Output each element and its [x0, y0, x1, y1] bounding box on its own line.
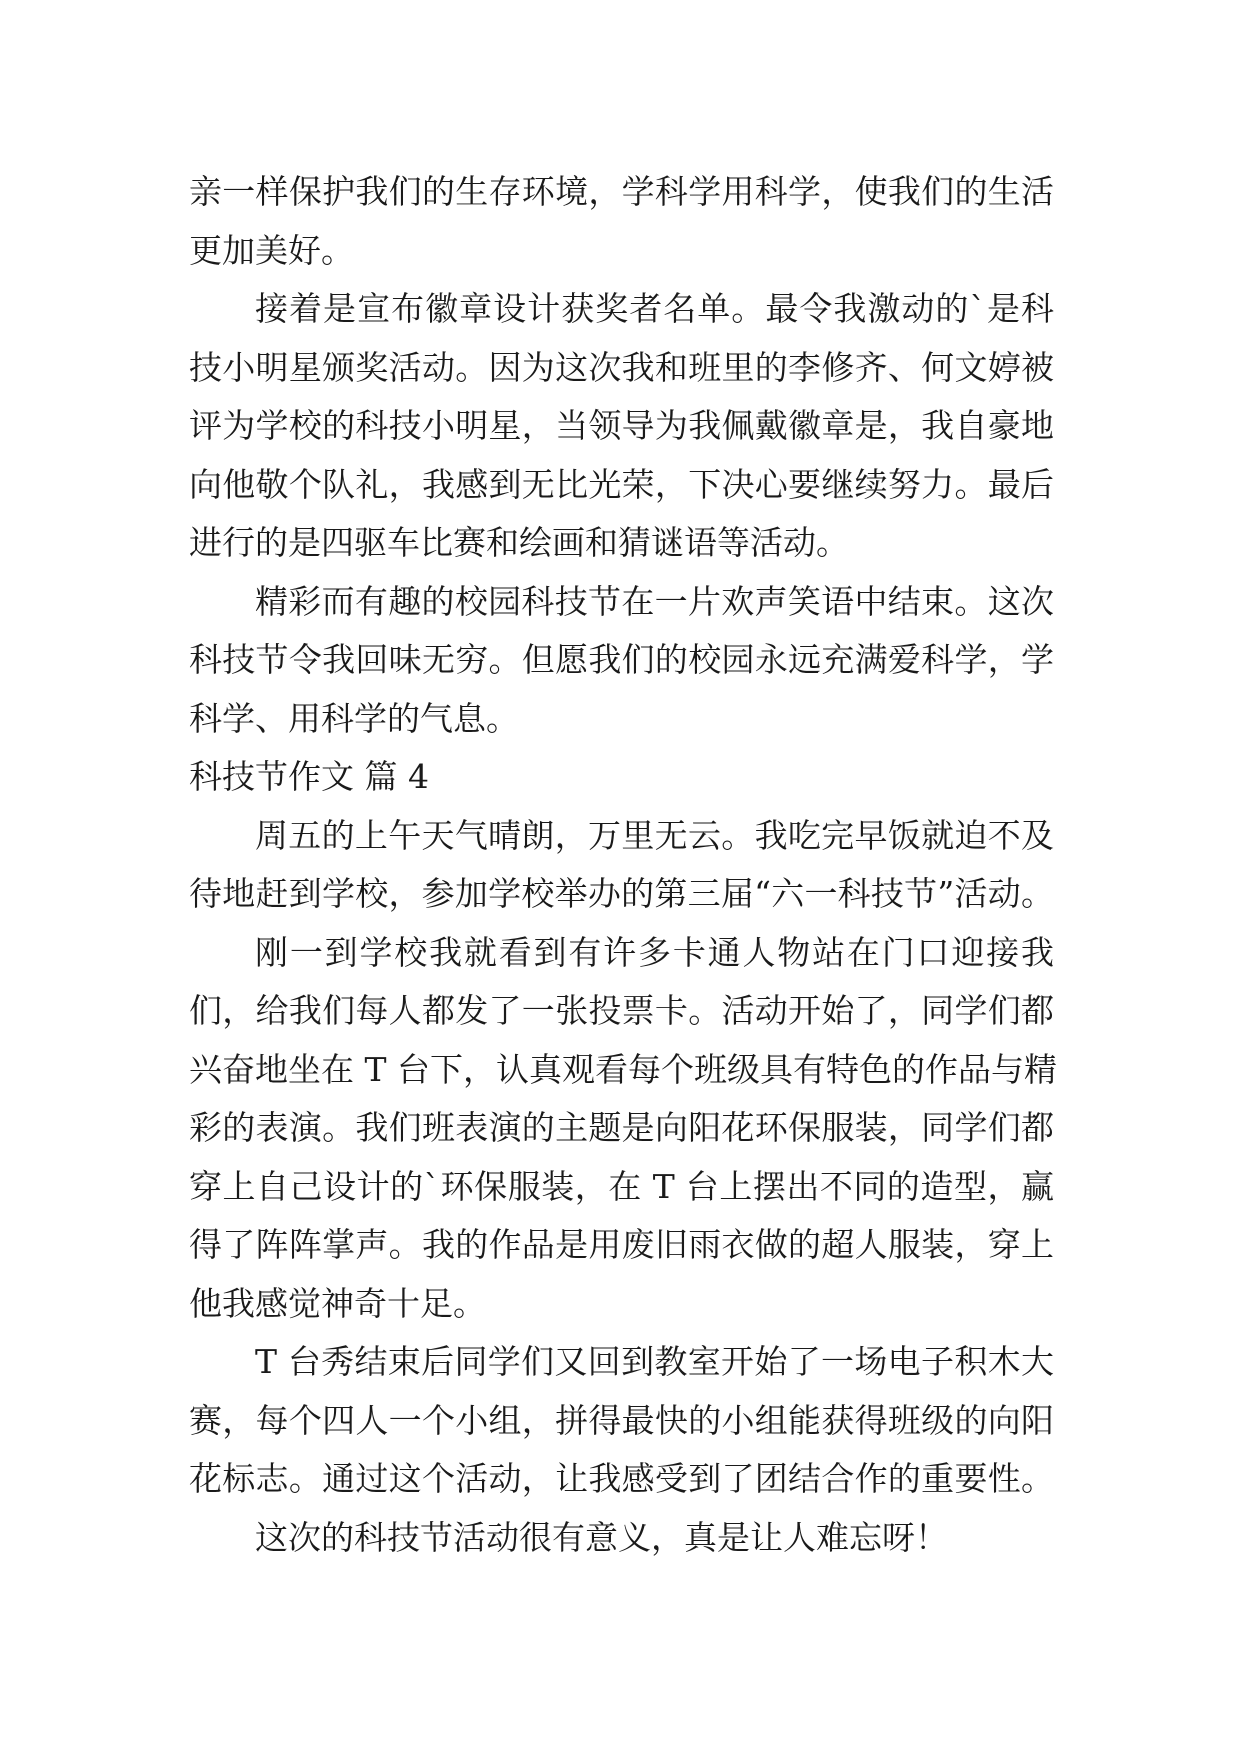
text-line: 得了阵阵掌声。我的作品是用废旧雨衣做的超人服装，穿上 — [189, 1225, 1054, 1264]
text-line: 评为学校的科技小明星，当领导为我佩戴徽章是，我自豪地 — [189, 406, 1054, 445]
article-body — [189, 163, 1069, 1567]
text-line: 待地赶到学校，参加学校举办的第三届“六一科技节”活动。 — [189, 874, 1054, 913]
text-line: 技小明星颁奖活动。因为这次我和班里的李修齐、何文婷被 — [189, 347, 1054, 387]
text-line: 更加美好。 — [189, 230, 354, 270]
text-line: 赛，每个四人一个小组，拼得最快的小组能获得班级的向阳 — [189, 1400, 1054, 1440]
text-line: 科学、用科学的气息。 — [189, 698, 519, 738]
paragraph-start-line: 这次的科技节活动很有意义，真是让人难忘呀！ — [255, 1517, 948, 1557]
paragraph-start-line: T 台秀结束后同学们又回到教室开始了一场电子积木大 — [255, 1342, 1054, 1381]
text-line: 他我感觉神奇十足。 — [189, 1283, 486, 1323]
text-line: 们，给我们每人都发了一张投票卡。活动开始了，同学们都 — [189, 991, 1054, 1030]
text-line: 花标志。通过这个活动，让我感受到了团结合作的重要性。 — [189, 1459, 1054, 1498]
paragraph-start-line: 刚一到学校我就看到有许多卡通人物站在门口迎接我 — [255, 932, 1054, 972]
text-line: 兴奋地坐在 T 台下，认真观看每个班级具有特色的作品与精 — [189, 1049, 1057, 1089]
paragraph-start-line: 精彩而有趣的校园科技节在一片欢声笑语中结束。这次 — [255, 581, 1054, 621]
text-line: 科技节令我回味无穷。但愿我们的校园永远充满爱科学，学 — [189, 640, 1054, 679]
paragraph-start-line: 接着是宣布徽章设计获奖者名单。最令我激动的`是科 — [255, 289, 1054, 328]
section-heading: 科技节作文 篇 4 — [189, 757, 429, 796]
text-line: 彩的表演。我们班表演的主题是向阳花环保服装，同学们都 — [189, 1108, 1054, 1147]
text-line: 穿上自己设计的`环保服装，在 T 台上摆出不同的造型，赢 — [189, 1166, 1054, 1206]
paragraph-start-line: 周五的上午天气晴朗，万里无云。我吃完早饭就迫不及 — [255, 815, 1054, 855]
text-line: 进行的是四驱车比赛和绘画和猜谜语等活动。 — [189, 523, 849, 562]
text-line: 亲一样保护我们的生存环境，学科学用科学，使我们的生活 — [189, 172, 1054, 211]
text-line: 向他敬个队礼，我感到无比光荣，下决心要继续努力。最后 — [189, 464, 1054, 504]
